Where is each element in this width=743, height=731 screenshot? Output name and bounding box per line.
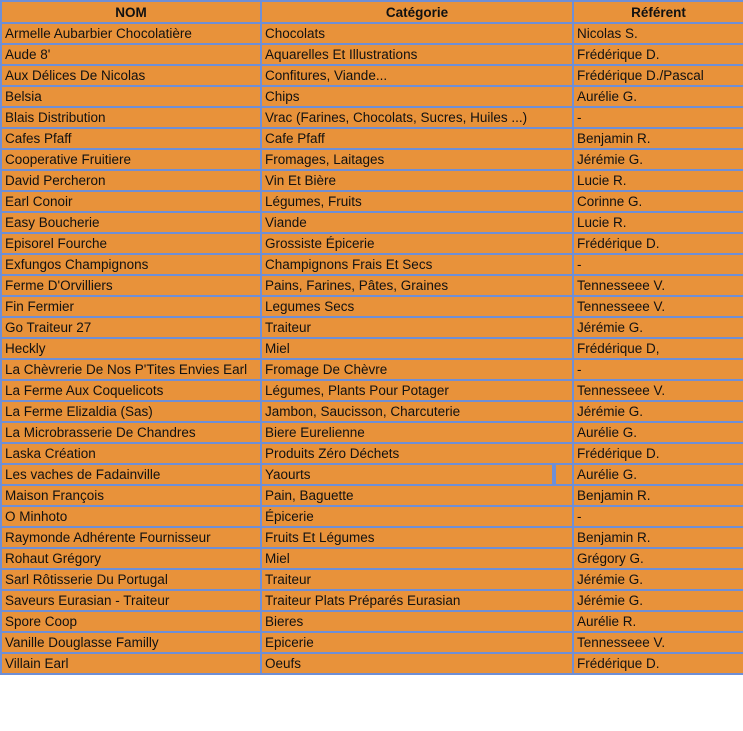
table-row [1, 653, 743, 674]
table-row [1, 527, 743, 548]
cell-categorie: Champignons Frais Et Secs [261, 254, 573, 275]
cell-nom: Easy Boucherie [1, 212, 261, 233]
cell-nom: Belsia [1, 86, 261, 107]
table-row [1, 254, 743, 275]
cell-nom: Blais Distribution [1, 107, 261, 128]
table-row [1, 506, 743, 527]
cell-referent: Grégory G. [573, 548, 743, 569]
cell-referent: Benjamin R. [573, 485, 743, 506]
cell-nom: O Minhoto [1, 506, 261, 527]
table-row [1, 359, 743, 380]
column-header-categorie[interactable]: Catégorie [261, 1, 573, 23]
table-row [1, 569, 743, 590]
cell-referent: Jérémie G. [573, 401, 743, 422]
cell-referent: Corinne G. [573, 191, 743, 212]
cell-categorie: Grossiste Épicerie [261, 233, 573, 254]
cell-referent: Aurélie R. [573, 611, 743, 632]
table-row [1, 443, 743, 464]
cell-referent: Benjamin R. [573, 128, 743, 149]
cell-referent: Lucie R. [573, 170, 743, 191]
cell-categorie: Traiteur Plats Préparés Eurasian [261, 590, 573, 611]
table-row [1, 191, 743, 212]
cell-categorie: Produits Zéro Déchets [261, 443, 573, 464]
cell-categorie: Traiteur [261, 317, 573, 338]
table-row [1, 401, 743, 422]
table-row [1, 233, 743, 254]
cell-referent: Aurélie G. [573, 464, 743, 485]
cell-referent: - [573, 359, 743, 380]
cell-categorie [261, 464, 573, 485]
column-header-referent[interactable]: Référent [573, 1, 743, 23]
table-row [1, 422, 743, 443]
table-header [1, 1, 743, 23]
cell-referent: - [573, 506, 743, 527]
table-row [1, 632, 743, 653]
cell-nom: Aux Délices De Nicolas [1, 65, 261, 86]
table-row [1, 548, 743, 569]
cell-referent: Benjamin R. [573, 527, 743, 548]
cell-referent: - [573, 107, 743, 128]
table-row [1, 464, 743, 485]
cell-referent: Tennesseee V. [573, 380, 743, 401]
cell-nom: Cafes Pfaff [1, 128, 261, 149]
table-row [1, 611, 743, 632]
cell-referent: Frédérique D. [573, 233, 743, 254]
cell-nom: Fin Fermier [1, 296, 261, 317]
cell-referent: Jérémie G. [573, 149, 743, 170]
cell-referent: Aurélie G. [573, 422, 743, 443]
cell-nom: Ferme D'Orvilliers [1, 275, 261, 296]
cell-nom: Sarl Rôtisserie Du Portugal [1, 569, 261, 590]
cell-referent: Lucie R. [573, 212, 743, 233]
cell-nom: La Chèvrerie De Nos P'Tites Envies Earl [1, 359, 261, 380]
cell-referent: Tennesseee V. [573, 275, 743, 296]
cell-referent: Frédérique D. [573, 443, 743, 464]
cell-categorie: Légumes, Plants Pour Potager [261, 380, 573, 401]
table-row [1, 149, 743, 170]
table-row [1, 86, 743, 107]
table-row [1, 317, 743, 338]
cell-categorie: Fromages, Laitages [261, 149, 573, 170]
cell-categorie-text: Yaourts [265, 467, 311, 482]
cell-referent: Jérémie G. [573, 590, 743, 611]
cell-nom: Go Traiteur 27 [1, 317, 261, 338]
cell-nom: Villain Earl [1, 653, 261, 674]
cell-categorie: Traiteur [261, 569, 573, 590]
cell-nom: La Ferme Elizaldia (Sas) [1, 401, 261, 422]
cell-referent: Frédérique D. [573, 44, 743, 65]
cell-categorie: Vin Et Bière [261, 170, 573, 191]
cell-categorie: Fromage De Chèvre [261, 359, 573, 380]
cell-nom: Saveurs Eurasian - Traiteur [1, 590, 261, 611]
cell-nom: David Percheron [1, 170, 261, 191]
table-row [1, 296, 743, 317]
table-row [1, 23, 743, 44]
cell-categorie: Légumes, Fruits [261, 191, 573, 212]
table-row [1, 170, 743, 191]
nested-cell-divider [552, 465, 554, 484]
cell-nom: Les vaches de Fadainville [1, 464, 261, 485]
cell-categorie: Pains, Farines, Pâtes, Graines [261, 275, 573, 296]
cell-referent: - [573, 254, 743, 275]
cell-nom: Raymonde Adhérente Fournisseur [1, 527, 261, 548]
cell-categorie: Chips [261, 86, 573, 107]
cell-nom: Laska Création [1, 443, 261, 464]
cell-categorie: Chocolats [261, 23, 573, 44]
cell-referent: Aurélie G. [573, 86, 743, 107]
cell-nom: Exfungos Champignons [1, 254, 261, 275]
cell-referent: Jérémie G. [573, 317, 743, 338]
cell-categorie: Vrac (Farines, Chocolats, Sucres, Huiles ...) [261, 107, 573, 128]
table-row [1, 65, 743, 86]
cell-referent: Tennesseee V. [573, 296, 743, 317]
cell-nom: La Ferme Aux Coquelicots [1, 380, 261, 401]
cell-nom: Aude 8' [1, 44, 261, 65]
table-row [1, 212, 743, 233]
cell-categorie: Viande [261, 212, 573, 233]
cell-nom: La Microbrasserie De Chandres [1, 422, 261, 443]
table-row [1, 107, 743, 128]
cell-nom: Vanille Douglasse Familly [1, 632, 261, 653]
column-header-nom[interactable]: NOM [1, 1, 261, 23]
cell-nom: Episorel Fourche [1, 233, 261, 254]
cell-categorie: Confitures, Viande... [261, 65, 573, 86]
cell-referent: Jérémie G. [573, 569, 743, 590]
table-row [1, 338, 743, 359]
header-row [1, 1, 743, 23]
cell-referent: Frédérique D./Pascal [573, 65, 743, 86]
cell-categorie: Epicerie [261, 632, 573, 653]
table-row [1, 590, 743, 611]
cell-nom: Earl Conoir [1, 191, 261, 212]
cell-categorie: Pain, Baguette [261, 485, 573, 506]
cell-nom: Armelle Aubarbier Chocolatière [1, 23, 261, 44]
table-row [1, 380, 743, 401]
cell-categorie: Legumes Secs [261, 296, 573, 317]
cell-categorie: Jambon, Saucisson, Charcuterie [261, 401, 573, 422]
table-row [1, 485, 743, 506]
cell-categorie: Épicerie [261, 506, 573, 527]
cell-categorie: Aquarelles Et Illustrations [261, 44, 573, 65]
cell-referent: Frédérique D, [573, 338, 743, 359]
table-body [1, 23, 743, 674]
cell-referent: Tennesseee V. [573, 632, 743, 653]
cell-categorie: Biere Eurelienne [261, 422, 573, 443]
cell-categorie: Oeufs [261, 653, 573, 674]
nested-empty-cell [554, 465, 572, 484]
cell-categorie: Miel [261, 548, 573, 569]
cell-referent: Frédérique D. [573, 653, 743, 674]
table-row [1, 275, 743, 296]
cell-nom: Rohaut Grégory [1, 548, 261, 569]
cell-referent: Nicolas S. [573, 23, 743, 44]
cell-nom: Maison François [1, 485, 261, 506]
cell-categorie: Bieres [261, 611, 573, 632]
cell-categorie: Fruits Et Légumes [261, 527, 573, 548]
table-row [1, 128, 743, 149]
cell-nom: Heckly [1, 338, 261, 359]
cell-nom: Spore Coop [1, 611, 261, 632]
cell-categorie: Miel [261, 338, 573, 359]
cell-categorie: Cafe Pfaff [261, 128, 573, 149]
table-row [1, 44, 743, 65]
cell-nom: Cooperative Fruitiere [1, 149, 261, 170]
